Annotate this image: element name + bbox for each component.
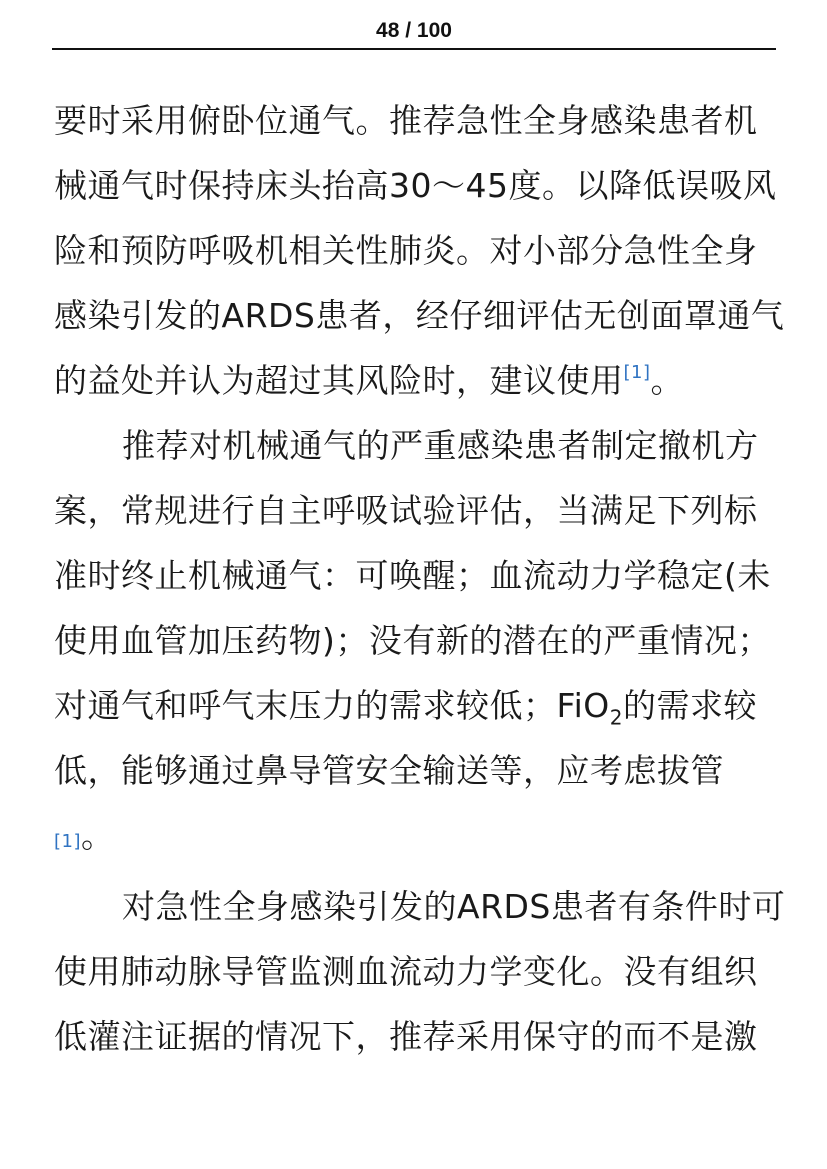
- line-end: 。: [81, 816, 115, 855]
- text-line: [54, 803, 766, 868]
- text-line: 械通气时保持床头抬高30～45度。以降低误吸风: [54, 166, 777, 205]
- document-body: [54, 88, 786, 1069]
- paragraph: [54, 874, 786, 1069]
- text-line: 推荐对机械通气的严重感染患者制定撤机方: [122, 426, 759, 465]
- paragraph: [54, 88, 785, 413]
- text-line: 准时终止机械通气：可唤醒；血流动力学稳定(未: [54, 556, 771, 595]
- text-line: [54, 348, 766, 413]
- citation-link[interactable]: [1]: [623, 362, 651, 383]
- text-line: 对急性全身感染引发的ARDS患者有条件时可: [122, 887, 786, 926]
- text-line: 险和预防呼吸机相关性肺炎。对小部分急性全身: [54, 231, 758, 270]
- line-text: 对通气和呼气末压力的需求较低；FiO: [54, 686, 610, 725]
- subscript: 2: [609, 705, 623, 730]
- line-end: 。: [650, 361, 684, 400]
- text-line: 感染引发的ARDS患者，经仔细评估无创面罩通气: [54, 296, 785, 335]
- citation-link[interactable]: [1]: [54, 831, 81, 852]
- line-text: 的需求较: [622, 686, 757, 725]
- paragraph: [54, 413, 771, 868]
- text-line: 低，能够通过鼻导管安全输送等，应考虑拔管: [54, 751, 724, 790]
- page-header: [52, 0, 776, 50]
- text-line: 要时采用俯卧位通气。推荐急性全身感染患者机: [54, 101, 758, 140]
- page-number: 48 / 100: [376, 19, 452, 42]
- text-line: [54, 673, 766, 738]
- text-line: 使用肺动脉导管监测血流动力学变化。没有组织: [54, 952, 758, 991]
- text-line: 低灌注证据的情况下，推荐采用保守的而不是激: [54, 1017, 758, 1056]
- text-line: 使用血管加压药物)；没有新的潜在的严重情况；: [54, 621, 771, 660]
- line-text: 的益处并认为超过其风险时，建议使用: [54, 361, 624, 400]
- text-line: 案，常规进行自主呼吸试验评估，当满足下列标: [54, 491, 758, 530]
